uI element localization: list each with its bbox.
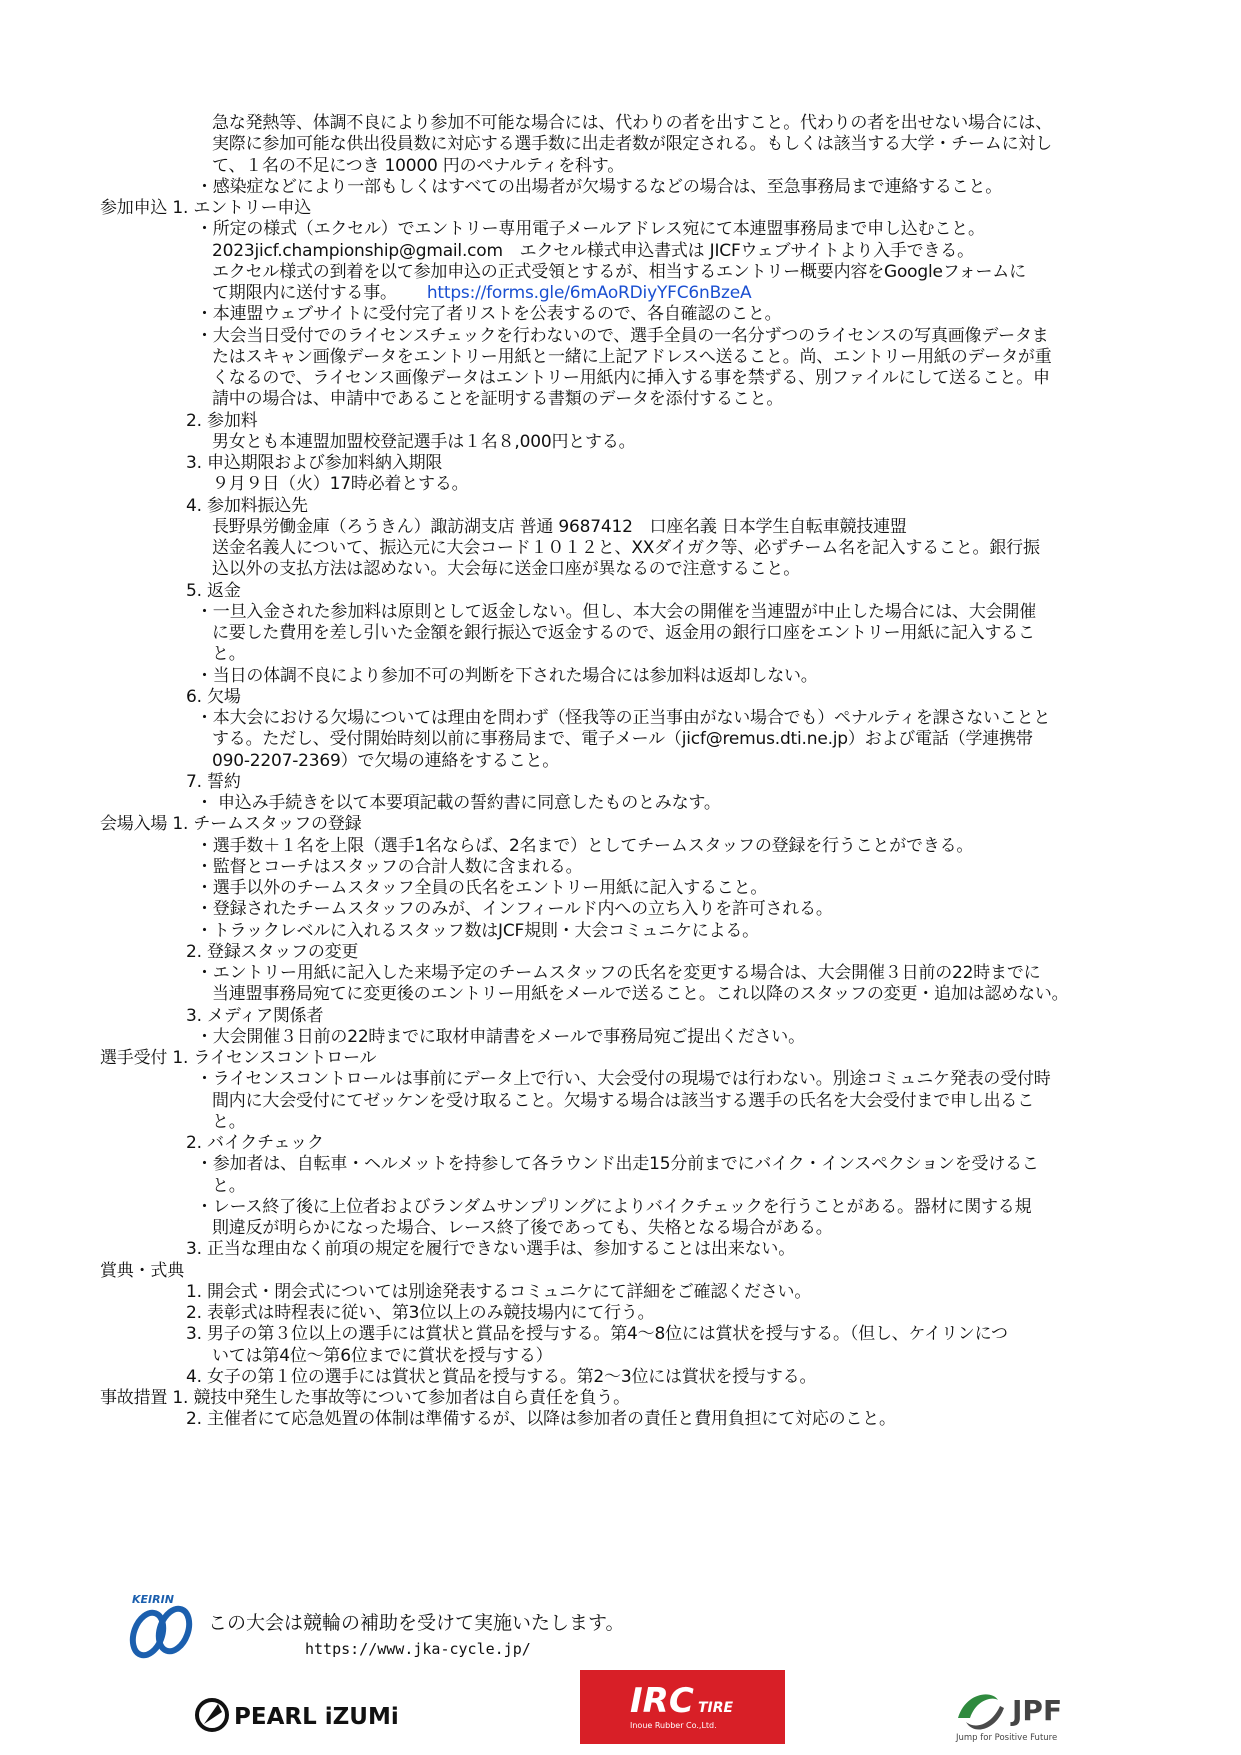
text-line bbox=[186, 1366, 816, 1389]
text-line bbox=[212, 558, 800, 581]
text-line bbox=[212, 112, 1052, 135]
text-line-content: 2. バイクチェック bbox=[186, 1133, 324, 1153]
text-line-content: ・ 申込み手続きを以て本要項記載の誓約書に同意したものとみなす。 bbox=[196, 793, 721, 813]
text-line-content: 会場入場 1. チームスタッフの登録 bbox=[100, 814, 362, 835]
text-line-content: と。 bbox=[212, 1111, 246, 1132]
text-line-content: 4. 女子の第１位の選手には賞状と賞品を授与する。第2～3位には賞状を授与する。 bbox=[186, 1366, 817, 1387]
text-line bbox=[196, 877, 767, 900]
text-line-content: 3. 正当な理由なく前項の規定を履行できない選手は、参加することは出来ない。 bbox=[186, 1239, 796, 1260]
text-line bbox=[186, 1005, 323, 1028]
text-line-content: 2023jicf.championship@gmail.com エクセル様式申込書式は JICFウェブサイトより入手できる。 bbox=[212, 240, 974, 261]
text-line-content: ・感染症などにより一部もしくはすべての出場者が欠場するなどの場合は、至急事務局まで連絡すること。 bbox=[196, 176, 1003, 197]
text-line-content: する。ただし、受付開始時刻以前に事務局まで、電子メール（jicf@remus.dti.ne.jp）および電話（学連携帯 bbox=[212, 729, 1033, 750]
text-line-content: て期限内に送付する事。 bbox=[212, 283, 397, 303]
text-line-content: 2. 登録スタッフの変更 bbox=[186, 941, 359, 962]
text-line bbox=[196, 665, 818, 688]
text-line-content: ・監督とコーチはスタッフの合計人数に含まれる。 bbox=[196, 856, 583, 877]
text-line-content: と。 bbox=[212, 1175, 246, 1196]
text-line bbox=[212, 155, 624, 178]
text-line bbox=[212, 728, 1033, 751]
text-line-content: 実際に参加可能な供出役員数に対応する選手数に出走者数が限定される。もしくは該当する大学・チームに対し bbox=[212, 134, 1052, 155]
text-line-content: ・一旦入金された参加料は原則として返金しない。但し、本大会の開催を当連盟が中止した場合には、大会開催 bbox=[196, 601, 1036, 622]
text-line-content: 3. 申込期限および参加料納入期限 bbox=[186, 453, 443, 473]
text-line bbox=[186, 941, 358, 964]
text-line-content: 3. 男子の第３位以上の選手には賞状と賞品を授与する。第4～8位には賞状を授与する。（但し、ケイリンにつ bbox=[186, 1324, 1008, 1345]
text-line-content: 急な発熱等、体調不良により参加不可能な場合には、代わりの者を出すこと。代わりの者を出せない場合には、 bbox=[212, 113, 1052, 133]
text-line-content: て、１名の不足につき 10000 円のペナルティを科す。 bbox=[212, 155, 625, 176]
text-line-content: ・ライセンスコントロールは事前にデータ上で行い、大会受付の現場では行わない。別途コミュニケ発表の受付時 bbox=[196, 1069, 1051, 1090]
text-line bbox=[100, 1387, 630, 1410]
text-line bbox=[196, 962, 1040, 985]
text-line bbox=[212, 983, 1068, 1006]
text-line-content: ・参加者は、自転車・ヘルメットを持参して各ラウンド出走15分前までにバイク・インスペクションを受けるこ bbox=[196, 1154, 1039, 1175]
text-line bbox=[100, 1260, 184, 1283]
text-line-content: ・当日の体調不良により参加不可の判断を下された場合には参加料は返却しない。 bbox=[196, 665, 818, 686]
text-line-content: エクセル様式の到着を以て参加申込の正式受領とするが、相当するエントリー概要内容をGoogleフォームに bbox=[212, 261, 1026, 282]
text-line bbox=[196, 601, 1036, 624]
text-line bbox=[212, 346, 1052, 369]
text-line bbox=[196, 303, 781, 326]
text-line-content: くなるので、ライセンス画像データはエントリー用紙内に挿入する事を禁ずる、別ファイルにして送ること。申 bbox=[212, 368, 1050, 388]
text-line-content: ・大会開催３日前の22時までに取材申請書をメールで事務局宛ご提出ください。 bbox=[196, 1026, 805, 1047]
text-line bbox=[196, 1196, 1031, 1219]
text-line-content: 2. 主催者にて応急処置の体制は準備するが、以降は参加者の責任と費用負担にて対応のこと。 bbox=[186, 1409, 896, 1430]
text-line-content: ・大会当日受付でのライセンスチェックを行わないので、選手全員の一名分ずつのライセンスの写真画像データま bbox=[196, 325, 1049, 346]
text-line bbox=[186, 410, 257, 433]
text-line bbox=[186, 1132, 324, 1155]
text-line bbox=[212, 240, 974, 263]
text-line bbox=[212, 473, 468, 496]
text-line bbox=[212, 750, 559, 773]
text-line bbox=[212, 516, 907, 539]
text-line bbox=[212, 1111, 246, 1134]
text-line bbox=[196, 792, 721, 815]
text-line-content: たはスキャン画像データをエントリー用紙と一緒に上記アドレスへ送ること。尚、エントリー用紙のデータが重 bbox=[212, 346, 1052, 367]
text-line-content: ・トラックレベルに入れるスタッフ数はJCF規則・大会コミュニケによる。 bbox=[196, 920, 759, 941]
text-line-content: 4. 参加料振込先 bbox=[186, 495, 308, 516]
text-line-content: 参加申込 1. エントリー申込 bbox=[100, 198, 312, 218]
text-line bbox=[212, 133, 1052, 156]
text-line-content: 3. メディア関係者 bbox=[186, 1005, 324, 1026]
text-line bbox=[212, 367, 1050, 390]
text-line bbox=[212, 261, 1026, 284]
text-line bbox=[212, 643, 246, 666]
text-line-content: 2. 表彰式は時程表に従い、第3位以上のみ競技場内にて行う。 bbox=[186, 1303, 655, 1323]
text-line-content: 2. 参加料 bbox=[186, 410, 258, 431]
text-line bbox=[196, 707, 1050, 730]
text-line bbox=[212, 282, 751, 305]
text-line bbox=[196, 325, 1049, 348]
text-line bbox=[196, 218, 985, 241]
text-line bbox=[186, 495, 308, 518]
text-line-content: に要した費用を差し引いた金額を銀行振込で返金するので、返金用の銀行口座をエントリー用紙に記入するこ bbox=[212, 623, 1035, 643]
subsidy-text: この大会は競輪の補助を受けて実施いたします。 bbox=[208, 1612, 625, 1634]
text-line-content: 男女とも本連盟加盟校登記選手は１名８,000円とする。 bbox=[212, 431, 636, 452]
text-line-content: ・レース終了後に上位者およびランダムサンプリングによりバイクチェックを行うことがある。器材に関する規 bbox=[196, 1196, 1032, 1217]
irc-tire-logo bbox=[580, 1670, 785, 1744]
google-form-link[interactable]: https://forms.gle/6mAoRDiyYFC6nBzeA bbox=[426, 283, 752, 303]
text-line-content: 選手受付 1. ライセンスコントロール bbox=[100, 1048, 377, 1068]
text-line-content: 込以外の支払方法は認めない。大会毎に送金口座が異なるので注意すること。 bbox=[212, 559, 800, 580]
text-line-content: 間内に大会受付にてゼッケンを受け取ること。欠場する場合は該当する選手の氏名を大会受付まで申し出るこ bbox=[212, 1090, 1035, 1111]
text-line-content: 当連盟事務局宛てに変更後のエントリー用紙をメールで送ること。これ以降のスタッフの変更・追加は認めない。 bbox=[212, 984, 1069, 1005]
text-line bbox=[196, 1026, 805, 1049]
text-line bbox=[196, 856, 582, 879]
text-line bbox=[186, 580, 241, 603]
keirin-logo-text: KEIRIN bbox=[132, 1593, 174, 1606]
text-line-content: 賞典・式典 bbox=[100, 1260, 184, 1281]
text-line bbox=[212, 537, 1040, 560]
text-line bbox=[212, 1345, 552, 1368]
jpf-logo bbox=[952, 1682, 1102, 1744]
text-line-content: ・本大会における欠場については理由を問わず（怪我等の正当事由がない場合でも）ペナルティを課さないことと bbox=[196, 708, 1051, 728]
text-line bbox=[186, 1281, 811, 1304]
text-line bbox=[212, 1217, 833, 1240]
text-line bbox=[196, 1153, 1039, 1176]
text-line-content: 5. 返金 bbox=[186, 580, 241, 601]
text-line bbox=[186, 452, 442, 475]
jpf-text: JPF bbox=[1012, 1694, 1063, 1727]
text-line bbox=[212, 431, 635, 454]
text-line bbox=[186, 1408, 896, 1431]
text-line bbox=[212, 388, 783, 411]
subsidy-url-link[interactable]: https://www.jka-cycle.jp/ bbox=[305, 1640, 531, 1658]
text-line bbox=[212, 1090, 1034, 1113]
text-line bbox=[196, 176, 1002, 199]
text-line bbox=[196, 920, 759, 943]
text-line bbox=[196, 835, 973, 858]
text-line-content: 請中の場合は、申請中であることを証明する書類のデータを添付すること。 bbox=[212, 389, 784, 410]
text-line bbox=[100, 197, 311, 220]
text-line-content: ・エントリー用紙に記入した来場予定のチームスタッフの氏名を変更する場合は、大会開催３日前の22時までに bbox=[196, 963, 1041, 983]
text-line-content: いては第4位～第6位までに賞状を授与する） bbox=[212, 1345, 553, 1366]
pearl-izumi-text: PEARL iZUMi bbox=[234, 1704, 399, 1730]
keirin-logo bbox=[118, 1592, 200, 1660]
text-line bbox=[186, 771, 241, 794]
text-line-content: 1. 開会式・閉会式については別途発表するコミュニケにて詳細をご確認ください。 bbox=[186, 1281, 812, 1302]
text-line-content: 事故措置 1. 競技中発生した事故等について参加者は自ら責任を負う。 bbox=[100, 1388, 630, 1408]
text-line-content: 長野県労働金庫（ろうきん）諏訪湖支店 普通 9687412 口座名義 日本学生自転車競技連盟 bbox=[212, 516, 907, 537]
text-line bbox=[100, 813, 361, 836]
text-line bbox=[212, 1175, 246, 1198]
text-line bbox=[186, 1302, 654, 1325]
text-line-content: ９月９日（火）17時必着とする。 bbox=[212, 474, 469, 495]
text-line-content: 送金名義人について、振込元に大会コード１０１２と、XXダイガク等、必ずチーム名を記入すること。銀行振 bbox=[212, 538, 1040, 558]
text-line-content: 7. 誓約 bbox=[186, 771, 241, 792]
text-line-content: ・選手数＋１名を上限（選手1名ならば、2名まで）としてチームスタッフの登録を行うことができる。 bbox=[196, 835, 974, 856]
text-line bbox=[186, 1238, 795, 1261]
text-line bbox=[196, 1068, 1051, 1091]
text-line bbox=[186, 686, 241, 709]
text-line-content: 則違反が明らかになった場合、レース終了後であっても、失格となる場合がある。 bbox=[212, 1218, 833, 1238]
jpf-tagline: Jump for Positive Future bbox=[956, 1733, 1058, 1743]
text-line bbox=[212, 622, 1035, 645]
irc-text: IRC bbox=[630, 1681, 694, 1721]
text-line-content: ・本連盟ウェブサイトに受付完了者リストを公表するので、各自確認のこと。 bbox=[196, 304, 782, 325]
text-line-content: ・選手以外のチームスタッフ全員の氏名をエントリー用紙に記入すること。 bbox=[196, 878, 768, 898]
pearl-izumi-logo bbox=[190, 1690, 430, 1740]
text-line bbox=[196, 898, 833, 921]
irc-tire-text: TIRE bbox=[698, 1700, 734, 1716]
text-line bbox=[186, 1323, 1008, 1346]
text-line bbox=[100, 1047, 376, 1070]
text-line-content: ・登録されたチームスタッフのみが、インフィールド内への立ち入りを許可される。 bbox=[196, 899, 833, 920]
text-line-content: ・所定の様式（エクセル）でエントリー専用電子メールアドレス宛にて本連盟事務局まで申し込むこと。 bbox=[196, 219, 985, 240]
text-line-content: 090-2207-2369）で欠場の連絡をすること。 bbox=[212, 750, 560, 771]
text-line-content: 6. 欠場 bbox=[186, 686, 241, 707]
irc-company-text: Inoue Rubber Co.,Ltd. bbox=[630, 1721, 717, 1730]
text-line-content: と。 bbox=[212, 644, 246, 665]
